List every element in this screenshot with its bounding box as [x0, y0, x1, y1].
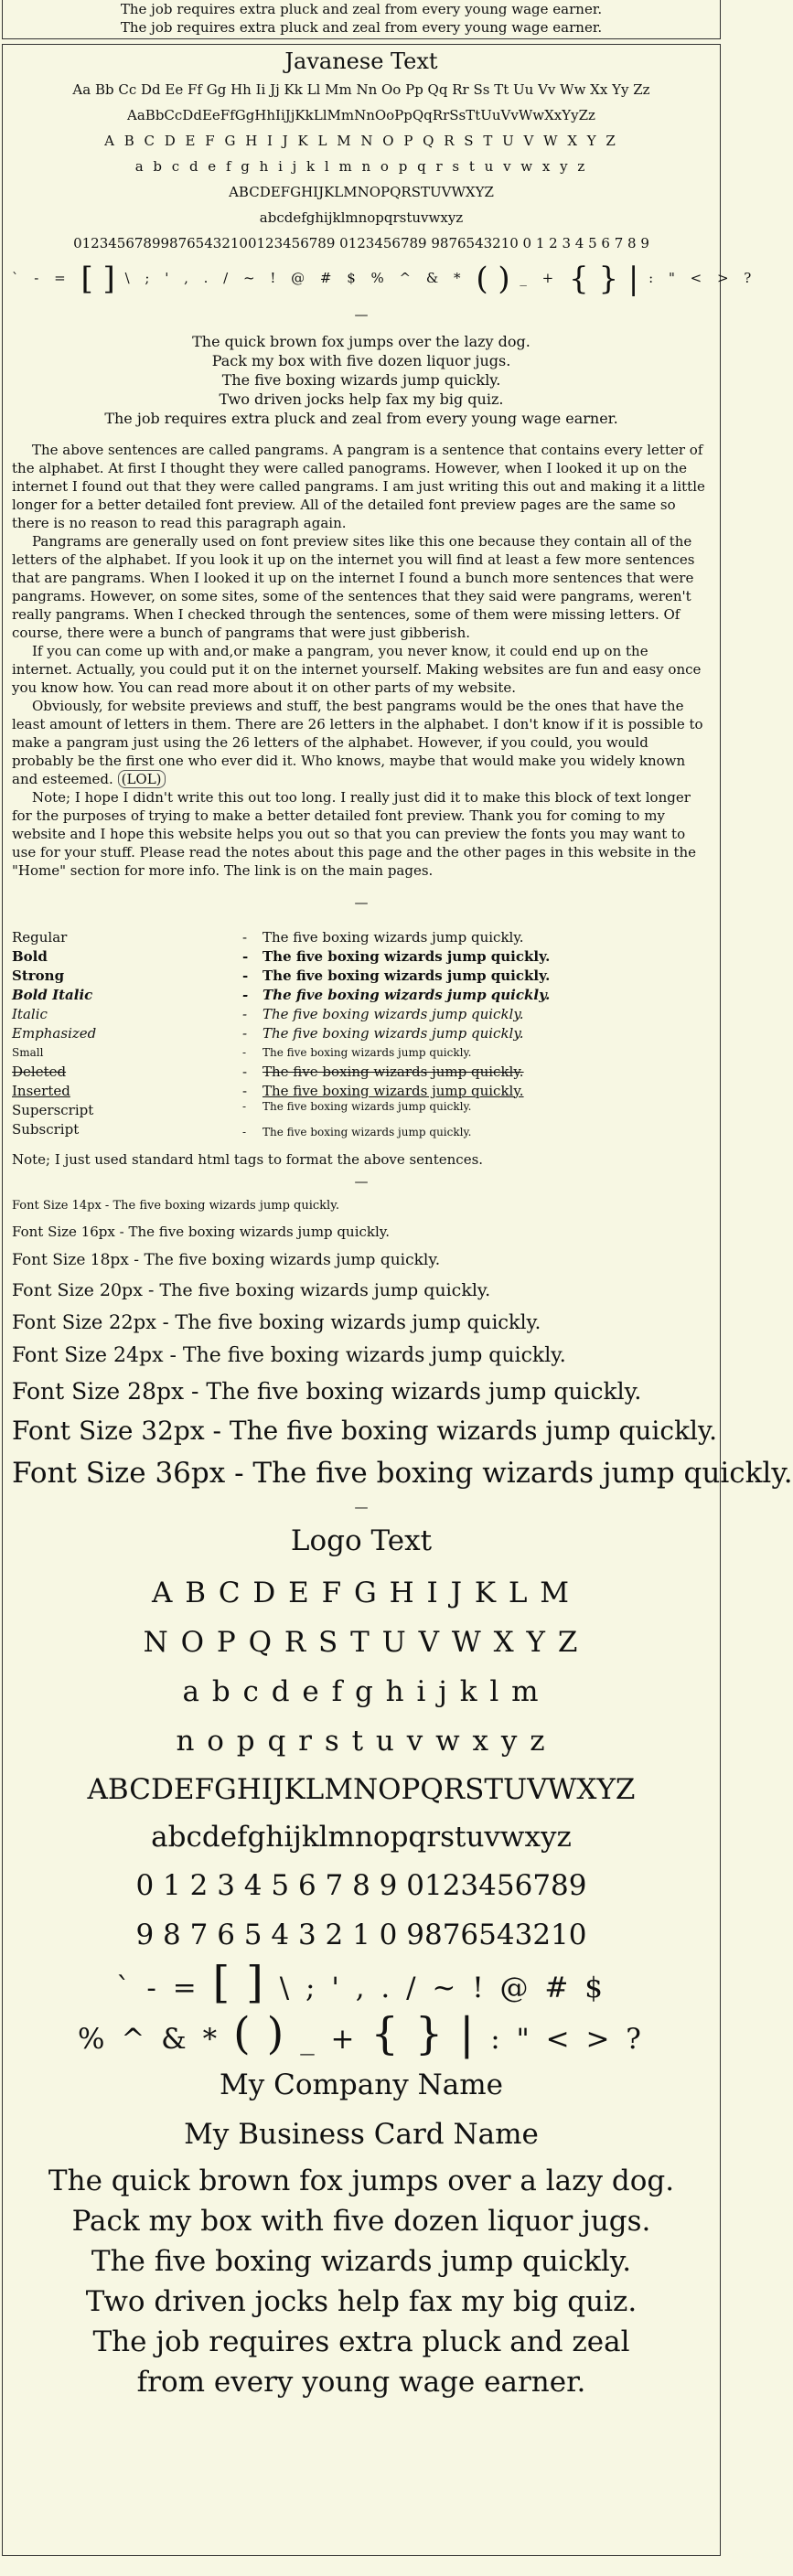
charset-lower: abcdefghijklmnopqrstuvwxyz	[259, 209, 464, 226]
divider: —	[354, 306, 369, 323]
logo-lower-1: a b c d e f g h i j k l m	[182, 1675, 541, 1708]
style-row-emphasized: Emphasized - The five boxing wizards jump quickly.	[12, 1024, 524, 1042]
style-row-small: Small - The five boxing wizards jump quickly.	[12, 1045, 472, 1059]
logo-pangram-5a: The job requires extra pluck and zeal	[92, 2325, 630, 2358]
logo-symbols-2: % ^ & * ( ) _ + { } | : " < > ?	[78, 2008, 645, 2059]
logo-lower-compact: abcdefghijklmnopqrstuvwxyz	[151, 1821, 572, 1854]
logo-pangram-5b: from every young wage earner.	[136, 2366, 586, 2399]
pangram-list	[12, 332, 711, 428]
logo-digits-1: 0 1 2 3 4 5 6 7 8 9 0123456789	[135, 1869, 587, 1902]
styles-note: Note; I just used standard html tags to format the above sentences.	[12, 1151, 484, 1168]
charset-lower-spaced: a b c d e f g h i j k l m n o p q r s t u v w x y z	[134, 158, 588, 175]
paragraph-2: Pangrams are generally used on font preview sites like this one because they contain all of the letters of the alphabet. If you look it up on the internet you will find at least a few more sentences that are pangrams. When I looked it up on the internet I found a bunch more sentences that were pangrams. However, on some sites, some of the sentences that they said were pangrams, weren't really pangrams. When I checked through the sentences, some of them were missing letters. Of course, there were a bunch of pangrams that were just gibberish.	[12, 533, 695, 641]
pangram-3: The five boxing wizards jump quickly.	[221, 371, 501, 389]
logo-upper-1: A B C D E F G H I J K L M	[151, 1577, 572, 1609]
style-row-strong: Strong - The five boxing wizards jump quickly.	[12, 967, 551, 984]
charset-symbols: ` - = [ ] \ ; ' , . / ~ ! @ # $ % ^ & * ( ) _ + { } | : " < > ?	[12, 261, 757, 297]
page-title: Javanese Text	[284, 48, 438, 74]
divider: —	[354, 1173, 369, 1190]
logo-upper-compact: ABCDEFGHIJKLMNOPQRSTUVWXYZ	[87, 1773, 636, 1806]
divider: —	[354, 1499, 369, 1515]
logo-digits-2: 9 8 7 6 5 4 3 2 1 0 9876543210	[135, 1919, 587, 1951]
logo-text-section	[12, 1524, 711, 2402]
style-row-bold: Bold - The five boxing wizards jump quickly.	[12, 947, 551, 965]
pangram-4: Two driven jocks help fax my big quiz.	[219, 390, 504, 408]
style-row-deleted: Deleted - The five boxing wizards jump quickly.	[12, 1063, 524, 1080]
logo-pangram-4: Two driven jocks help fax my big quiz.	[85, 2285, 638, 2318]
logo-lower-2: n o p q r s t u v w x y z	[176, 1725, 547, 1758]
text-styles-table	[12, 927, 711, 1138]
font-size-samples	[12, 1199, 793, 1490]
style-row-bold-italic: Bold Italic - The five boxing wizards jump quickly.	[12, 986, 551, 1003]
logo-pangram-1: The quick brown fox jumps over a lazy dog.	[48, 2164, 675, 2197]
paragraph-3: If you can come up with and,or make a pangram, you never know, it could end up on the internet. Actually, you could put it on the internet yourself. Making websites are fun and easy once you know how. You can read more about it on other parts of my website.	[12, 643, 702, 696]
style-row-superscript: Superscript - The five boxing wizards jump quickly.	[12, 1100, 472, 1118]
header-line-1: The job requires extra pluck and zeal from every young wage earner.	[120, 1, 603, 17]
logo-company-name: My Company Name	[220, 2068, 503, 2101]
logo-business-card-name: My Business Card Name	[184, 2118, 539, 2151]
paragraph-5: Note; I hope I didn't write this out too long. I really just did it to make this block of text longer for the purposes of trying to make a better detailed font preview. Thank you for coming to my website and I hope this website helps you out so that you can preview the fonts you may want to use for your stuff. Please read the notes about this page and the other pages in this website in the "Home" section for more info. The link is on the main pages.	[12, 789, 697, 879]
font-size-14: Font Size 14px - The five boxing wizards jump quickly.	[12, 1199, 339, 1213]
style-row-italic: Italic - The five boxing wizards jump quickly.	[12, 1005, 524, 1022]
logo-pangram-2: Pack my box with five dozen liquor jugs.	[71, 2205, 651, 2238]
header-line-2: The job requires extra pluck and zeal from every young wage earner.	[120, 19, 603, 36]
divider: —	[354, 894, 369, 911]
logo-pangram-3: The five boxing wizards jump quickly.	[91, 2245, 632, 2278]
paragraph-1: The above sentences are called pangrams. A pangram is a sentence that contains every letter of the alphabet. At first I thought they were called panograms. However, when I looked it up on the internet I found out that they were called pangrams. I am just writing this out and making it a little longer for a better detailed font preview. All of the detailed font preview pages are the same so there is no reason to read this paragraph again.	[12, 442, 705, 531]
charset-pairs-compact: AaBbCcDdEeFfGgHhIiJjKkLlMmNnOoPpQqRrSsTtUuVvWwXxYyZz	[127, 107, 595, 123]
style-row-inserted: Inserted - The five boxing wizards jump quickly.	[12, 1082, 524, 1099]
font-size-18: Font Size 18px - The five boxing wizards jump quickly.	[12, 1251, 441, 1269]
logo-upper-2: N O P Q R S T U V W X Y Z	[143, 1626, 580, 1659]
font-size-28: Font Size 28px - The five boxing wizards jump quickly.	[12, 1378, 642, 1405]
pangram-paragraphs	[12, 441, 711, 880]
charset-upper: ABCDEFGHIJKLMNOPQRSTUVWXYZ	[229, 184, 494, 200]
charset-pairs: Aa Bb Cc Dd Ee Ff Gg Hh Ii Jj Kk Ll Mm Nn Oo Pp Qq Rr Ss Tt Uu Vv Ww Xx Yy Zz	[72, 81, 650, 98]
style-row-regular: Regular - The five boxing wizards jump quickly.	[12, 928, 524, 946]
charset-upper-spaced: A B C D E F G H I J K L M N O P Q R S T U V W X Y Z	[104, 133, 618, 149]
font-size-20: Font Size 20px - The five boxing wizards jump quickly.	[12, 1280, 491, 1300]
pangram-2: Pack my box with five dozen liquor jugs.	[211, 352, 511, 369]
paragraph-4: Obviously, for website previews and stuff, the best pangrams would be the ones that have the least amount of letters in them. There are 26 letters in the alphabet. I don't know if it is possible to make a pangram just using the 26 letters of the alphabet. However, if you could, you would probably be the first one who ever did it. Who knows, maybe that would make you widely known and esteemed. (LOL)	[12, 698, 703, 787]
charset-digits: 01234567899876543210012345678​9 0123456789 9876543210 0 1 2 3 4 5 6 7 8 9	[73, 235, 649, 251]
font-size-16: Font Size 16px - The five boxing wizards jump quickly.	[12, 1224, 391, 1240]
font-size-36: Font Size 36px - The five boxing wizards jump quickly.	[12, 1457, 793, 1490]
font-size-24: Font Size 24px - The five boxing wizards jump quickly.	[12, 1344, 566, 1367]
lol-badge: (LOL)	[118, 770, 166, 788]
font-size-32: Font Size 32px - The five boxing wizards jump quickly.	[12, 1416, 717, 1446]
style-row-subscript: Subscript - The five boxing wizards jump quickly.	[12, 1120, 472, 1138]
main-preview-box	[2, 44, 793, 2556]
pangram-5: The job requires extra pluck and zeal from every young wage earner.	[104, 410, 618, 427]
pangram-1: The quick brown fox jumps over the lazy dog.	[192, 333, 530, 350]
logo-title: Logo Text	[290, 1524, 433, 1557]
font-size-22: Font Size 22px - The five boxing wizards jump quickly.	[12, 1311, 541, 1333]
logo-symbols-1: ` - = [ ] \ ; ' , . / ~ ! @ # $	[116, 1957, 606, 2008]
header-box	[2, 0, 721, 39]
